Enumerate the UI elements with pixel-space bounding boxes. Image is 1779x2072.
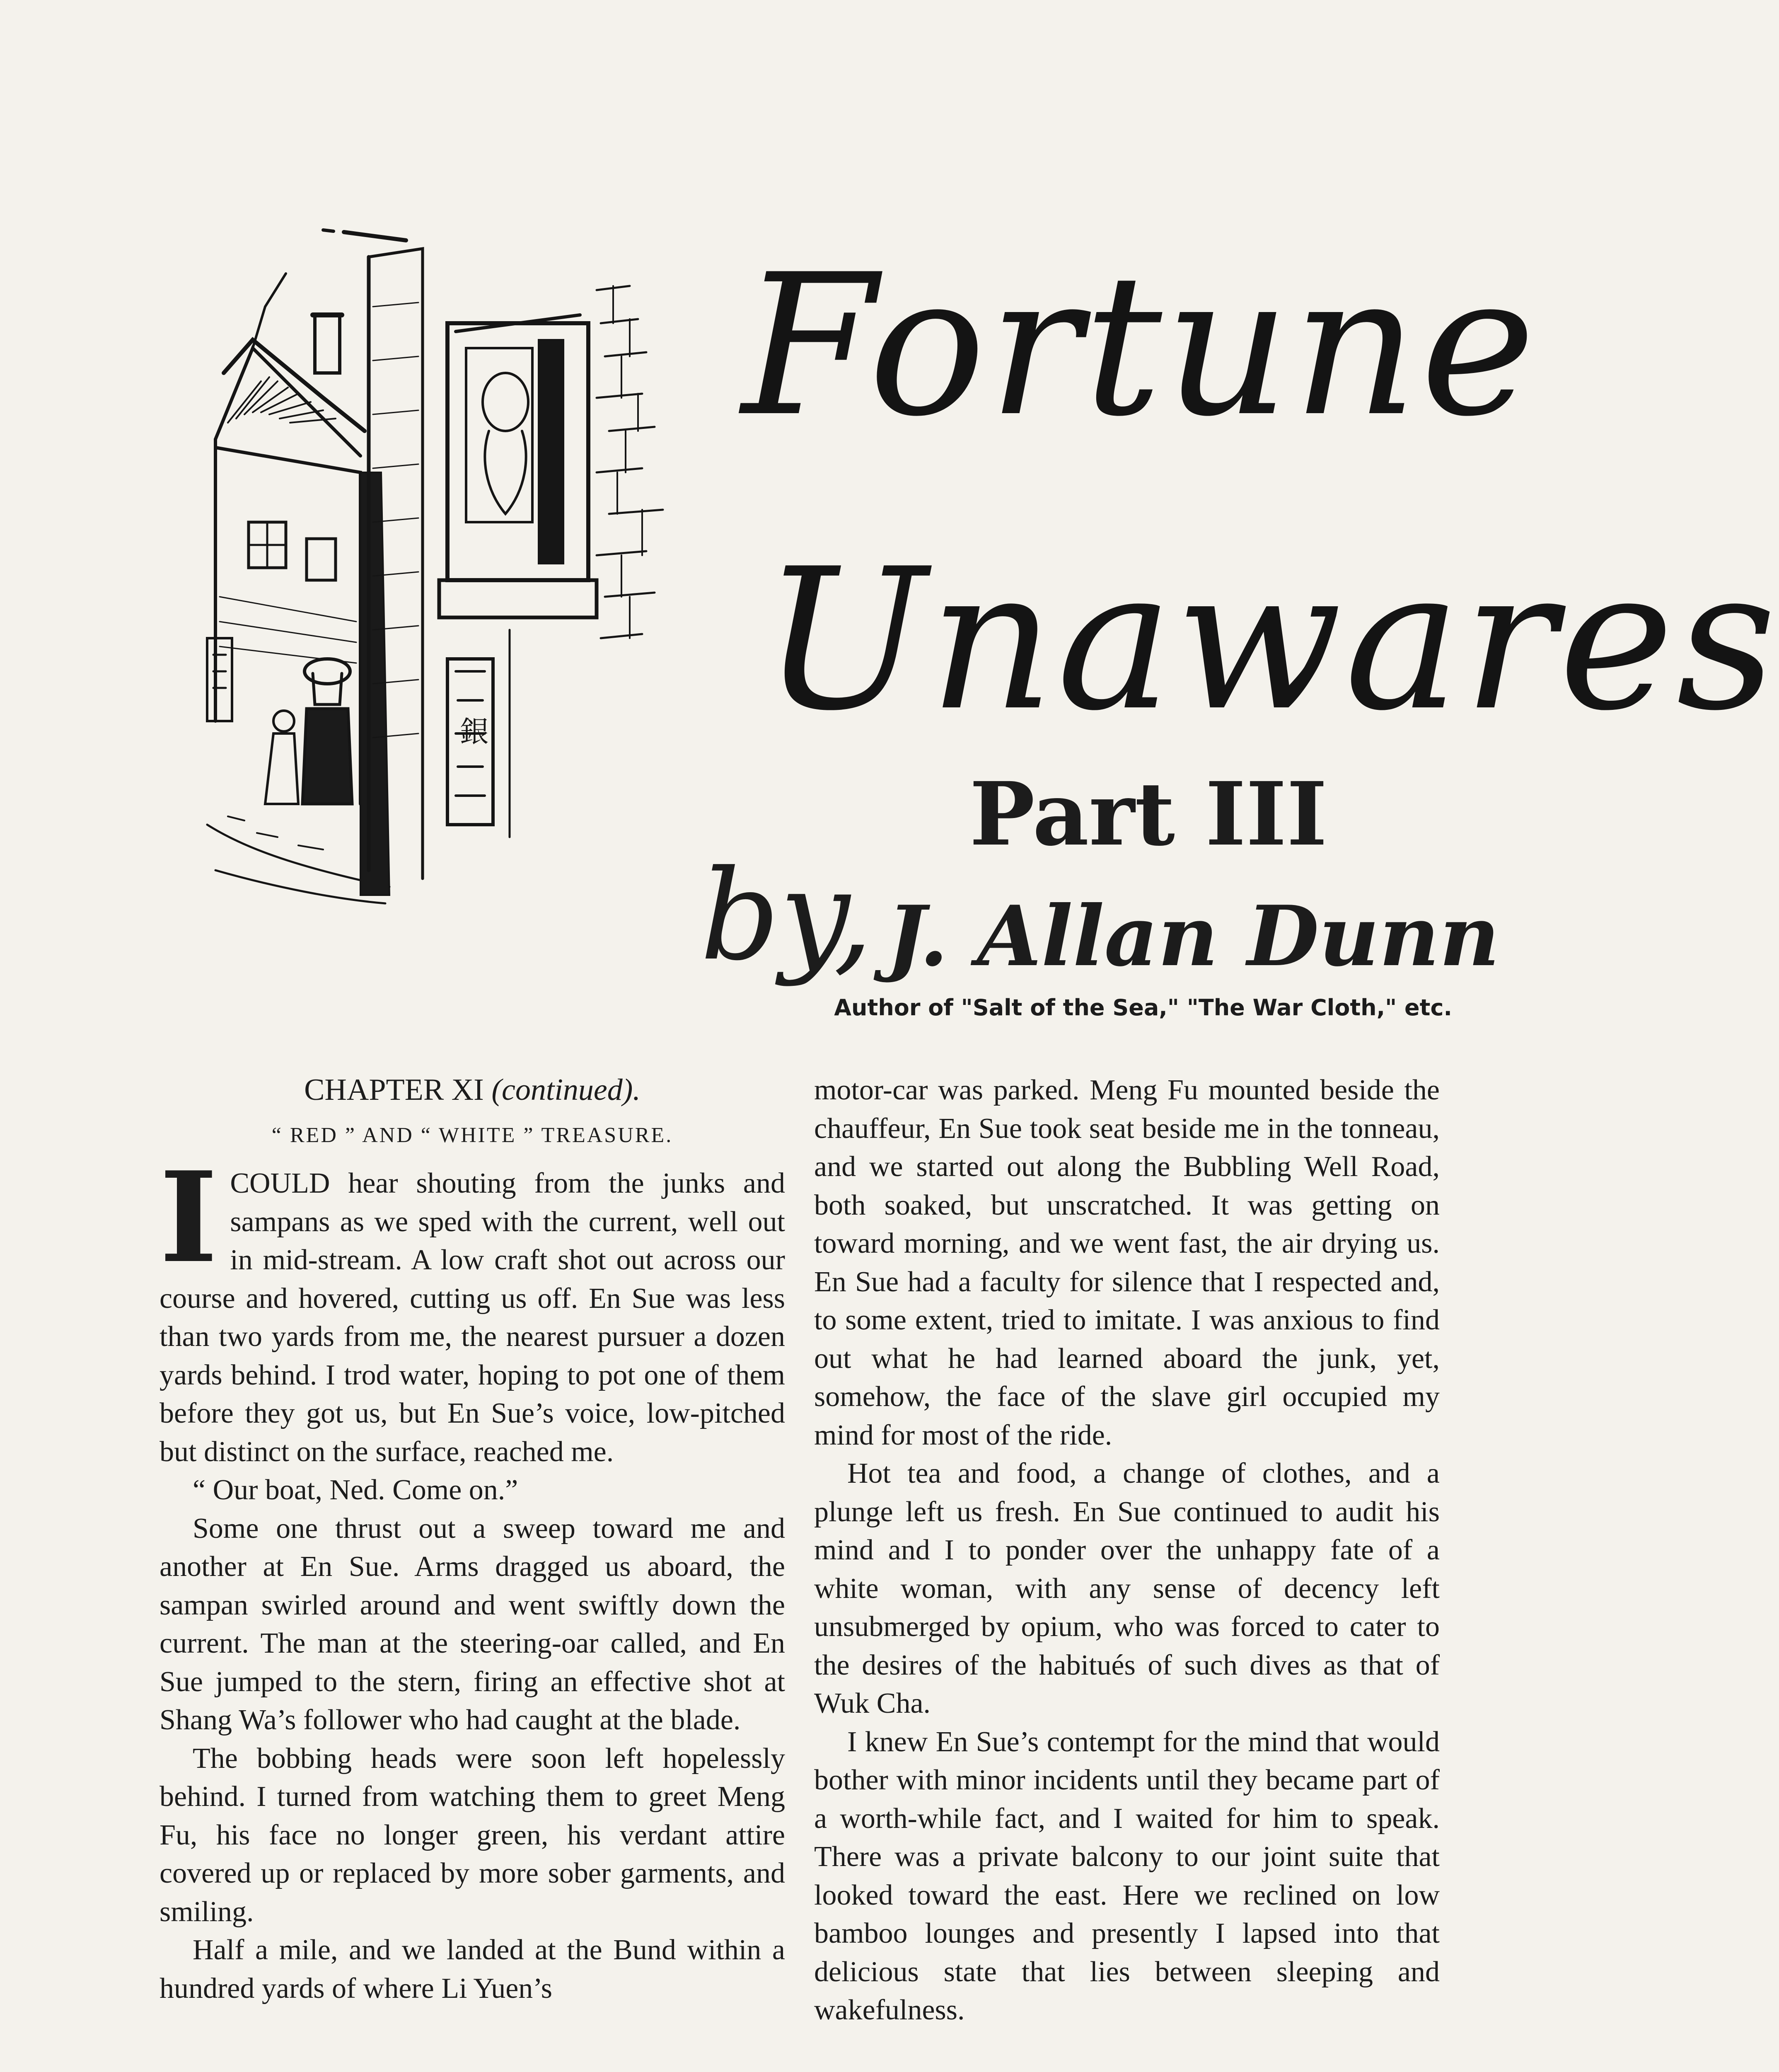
chapter-number: CHAPTER XI [304, 1073, 484, 1107]
left-column [160, 1069, 785, 2008]
part-label: Part III [969, 763, 1327, 865]
chapter-heading [160, 1069, 785, 1111]
story-title-line-2: Unawares [762, 527, 1779, 753]
byline-by: by, [700, 843, 873, 988]
chapter-continued: (continued). [491, 1073, 641, 1107]
author-name: J. Allan Dunn [887, 888, 1500, 985]
paragraph: Half a mile, and we landed at the Bund within a hundred yards of where Li Yuen’s [160, 1934, 785, 2004]
right-column [814, 1071, 1440, 2030]
chapter-subtitle: “ RED ” AND “ WHITE ” TREASURE. [271, 1123, 673, 1147]
paragraph: Hot tea and food, a change of clothes, and a plunge left us fresh. En Sue continued to audit his mind and I to ponder over the unhappy fate of a white woman, with any sense of decency left unsubmerged by opium, who was forced to cater to the desires of the habitués of such dives as that of Wuk Cha. [814, 1457, 1440, 1719]
paragraph [160, 1144, 785, 1471]
paragraph: I knew En Sue’s contempt for the mind that would bother with minor incidents until they became part of a worth-while fact, and I waited for him to speak. There was a private balcony to our joint suite that looked toward the east. Here we reclined on low bamboo lounges and presently I lapsed into that delicious state that lies between sleeping and wakefulness. [814, 1726, 1440, 2026]
author-credit: Author of "Salt of the Sea," "The War Cloth," etc. [834, 995, 1452, 1021]
drop-cap: I [160, 1144, 218, 1290]
paragraph: “ Our boat, Ned. Come on.” [193, 1474, 518, 1506]
story-title-line-1: Fortune [742, 232, 1538, 459]
paragraph-text: COULD hear shouting from the junks and sampans as we sped with the current, well out in mid-stream. A low craft shot out across our course and hovered, cutting us off. En Sue was less than two yards from me, the nearest pursuer a dozen yards behind. I trod water, hoping to pot one of them before they got us, but En Sue’s voice, low-pitched but distinct on the surface, reached me. [160, 1167, 785, 1468]
paragraph: motor-car was parked. Meng Fu mounted beside the chauffeur, En Sue took seat beside me in the tonneau, and we started out along the Bubbling Well Road, both soaked, but unscratched. It was getting on toward morning, and we went fast, the air drying us. En Sue had a faculty for silence that I respected and, to some extent, tried to imitate. I was anxious to find out what he had learned aboard the junk, yet, somehow, the face of the slave girl occupied my mind for most of the ride. [814, 1074, 1440, 1451]
illustration-sign-glyph: 銀 [460, 715, 489, 749]
street-scene-illustration [191, 224, 700, 912]
paragraph: Some one thrust out a sweep toward me and another at En Sue. Arms dragged us aboard, the sampan swirled around and went swiftly down the current. The man at the steering-oar called, and En Sue jumped to the stern, firing an effective shot at Shang Wa’s follower who had caught at the blade. [160, 1512, 785, 1736]
paragraph: The bobbing heads were soon left hopelessly behind. I turned from watching them to greet Meng Fu, his face no longer green, his verdant attire covered up or replaced by more sober garments, and smiling. [160, 1742, 785, 1928]
